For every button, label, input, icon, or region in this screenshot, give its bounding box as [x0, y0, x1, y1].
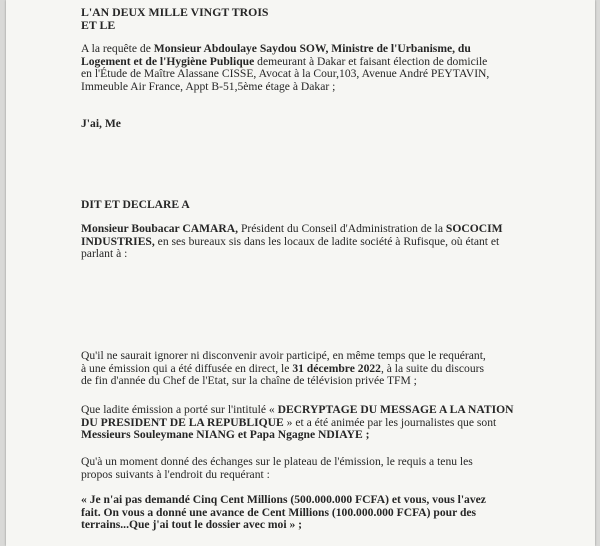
header-et-le: ET LE [81, 17, 116, 32]
destinataire-line-2 [81, 236, 529, 249]
discours-text: , à la suite du discours [380, 361, 485, 375]
ministere-name: Logement et de l'Hygiène Publique [81, 54, 255, 68]
emission-title-2: DU PRESIDENT DE LA REPUBLIQUE [81, 415, 284, 429]
intitule-prefix: Que ladite émission a porté sur l'intitulé « [81, 403, 278, 416]
propos-line-1: Qu'à un moment donné des échanges sur le plateau de l'émission, le requis a tenu les [81, 455, 473, 468]
participation-paragraph [81, 350, 529, 388]
destinataire-title: Président du Conseil d'Administration de la [238, 222, 446, 235]
participation-line-1: Qu'il ne saurait ignorer ni disconvenir avoir participé, en même temps que le requérant, [81, 349, 486, 362]
animee-text: » et a été animée par les journalistes que sont [283, 415, 497, 429]
requerant-name: Monsieur Abdoulaye Saydou SOW, Ministre de l'Urbanisme, du [153, 42, 471, 55]
propos-paragraph [81, 456, 529, 481]
emission-paragraph [81, 404, 529, 442]
emission-text: à une émission qui a été diffusée en direct, le [81, 361, 293, 375]
jai-me-text: J'ai, Me [81, 117, 121, 130]
requete-prefix: A la requête de [81, 42, 154, 55]
destinataire-paragraph [81, 223, 529, 261]
header-date-line: L'AN DEUX MILLE VINGT TROIS [81, 5, 269, 19]
requete-line-3: en l'Étude de Maître Alassane CISSE, Avocat à la Cour,103, Avenue André PEYTAVIN, [81, 67, 490, 81]
dit-et-declare-heading: DIT ET DECLARE A [81, 198, 190, 211]
quote-line-3: terrains...Que j'ai tout le dossier avec moi » ; [81, 518, 302, 532]
quote-paragraph [81, 494, 529, 532]
requete-paragraph [81, 43, 529, 93]
requete-line-4: Immeuble Air France, Appt B-51,5ème étage à Dakar ; [81, 79, 336, 93]
propos-line-2: propos suivants à l'endroit du requérant : [81, 467, 270, 481]
quote-line-1: « Je n'ai pas demandé Cinq Cent Millions (500.000.000 FCFA) et vous, vous l'avez [81, 493, 486, 506]
destinataire-name: Monsieur Boubacar CAMARA, [81, 222, 239, 235]
destinataire-line-3: parlant à : [81, 247, 128, 261]
company-name-suffix: INDUSTRIES, [81, 234, 155, 248]
emission-title-1: DECRYPTAGE DU MESSAGE A LA NATION [277, 403, 514, 416]
quote-line-2: fait. On vous a donné une avance de Cent Millions (100.000.000 FCFA) pour des [81, 505, 477, 519]
bureaux-text: en ses bureaux sis dans les locaux de ladite société à Rufisque, où étant et [154, 234, 500, 248]
document-header [81, 6, 529, 31]
participation-line-3: de fin d'année du Chef de l'Etat, sur la chaîne de télévision privée TFM ; [81, 374, 417, 388]
dit-et-declare [81, 199, 529, 212]
emission-date: 31 décembre 2022 [292, 361, 381, 375]
domicile-text: demeurant à Dakar et faisant élection de domicile [254, 54, 488, 68]
journalistes-names: Messieurs Souleymane NIANG et Papa Ngagne NDIAYE ; [81, 428, 370, 442]
document-page [6, 0, 595, 546]
jai-me [81, 118, 529, 131]
company-name: SOCOCIM [445, 222, 503, 235]
